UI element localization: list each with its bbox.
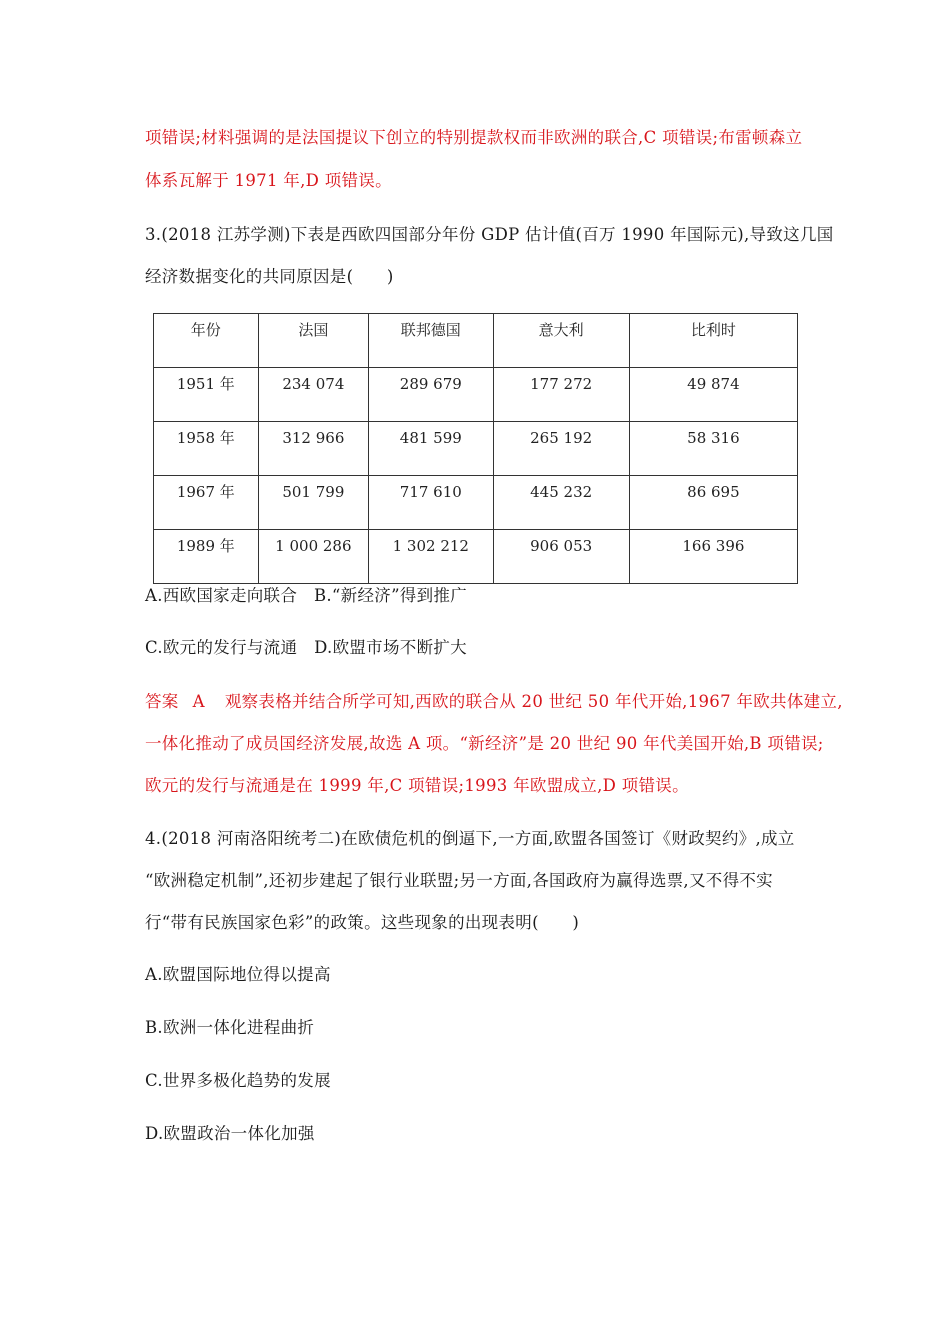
gdp-table — [153, 313, 798, 584]
question-4-stem-line-2: “欧洲稳定机制”,还初步建起了银行业联盟;另一方面,各国政府为赢得选票,又不得不实 — [145, 871, 773, 890]
table-cell: 166 396 — [629, 530, 797, 584]
answer-letter: A — [192, 692, 205, 711]
header-belgium: 比利时 — [629, 314, 797, 368]
prev-answer-line-1: 项错误;材料强调的是法国提议下创立的特别提款权而非欧洲的联合,C 项错误;布雷顿森立 — [145, 128, 803, 147]
question-3-answer-line-3: 欧元的发行与流通是在 1999 年,C 项错误;1993 年欧盟成立,D 项错误。 — [145, 776, 689, 795]
table-row — [154, 422, 798, 476]
table-cell: 86 695 — [629, 476, 797, 530]
table-cell: 1958 年 — [154, 422, 259, 476]
question-4-stem-line-3: 行“带有民族国家色彩”的政策。这些现象的出现表明( ) — [145, 913, 580, 932]
question-3-options-line-2: C.欧元的发行与流通 D.欧盟市场不断扩大 — [145, 638, 467, 657]
table-cell: 234 074 — [258, 368, 369, 422]
answer-label: 答案 — [145, 692, 179, 711]
question-3-stem-line-2: 经济数据变化的共同原因是( ) — [145, 267, 394, 286]
table-cell: 312 966 — [258, 422, 369, 476]
table-cell: 1967 年 — [154, 476, 259, 530]
header-france: 法国 — [258, 314, 369, 368]
table-row — [154, 368, 798, 422]
table-cell: 501 799 — [258, 476, 369, 530]
table-cell: 1 000 286 — [258, 530, 369, 584]
prev-answer-line-2: 体系瓦解于 1971 年,D 项错误。 — [145, 171, 392, 190]
question-3-options-line-1: A.西欧国家走向联合 B.“新经济”得到推广 — [145, 586, 468, 605]
table-row — [154, 530, 798, 584]
question-4-option-d: D.欧盟政治一体化加强 — [145, 1124, 315, 1143]
header-year: 年份 — [154, 314, 259, 368]
table-cell: 1989 年 — [154, 530, 259, 584]
table-cell: 481 599 — [369, 422, 493, 476]
question-4-option-a: A.欧盟国际地位得以提高 — [145, 965, 331, 984]
header-italy: 意大利 — [493, 314, 629, 368]
table-cell: 906 053 — [493, 530, 629, 584]
question-4-stem-line-1: 4.(2018 河南洛阳统考二)在欧债危机的倒逼下,一方面,欧盟各国签订《财政契约》,成立 — [145, 829, 795, 848]
table-cell: 58 316 — [629, 422, 797, 476]
question-3-answer-line-2: 一体化推动了成员国经济发展,故选 A 项。“新经济”是 20 世纪 90 年代美国开始,B 项错误; — [145, 734, 824, 753]
table-cell: 289 679 — [369, 368, 493, 422]
table-header-row — [154, 314, 798, 368]
table-cell: 177 272 — [493, 368, 629, 422]
header-west-germany: 联邦德国 — [369, 314, 493, 368]
question-4-option-c: C.世界多极化趋势的发展 — [145, 1071, 331, 1090]
answer-text: 观察表格并结合所学可知,西欧的联合从 20 世纪 50 年代开始,1967 年欧共体建立, — [224, 692, 843, 711]
table-row — [154, 476, 798, 530]
question-4-option-b: B.欧洲一体化进程曲折 — [145, 1018, 315, 1037]
table-cell: 49 874 — [629, 368, 797, 422]
table-cell: 1951 年 — [154, 368, 259, 422]
table-cell: 717 610 — [369, 476, 493, 530]
table-cell: 1 302 212 — [369, 530, 493, 584]
table-cell: 265 192 — [493, 422, 629, 476]
question-3-answer-line-1 — [145, 692, 843, 712]
question-3-stem-line-1: 3.(2018 江苏学测)下表是西欧四国部分年份 GDP 估计值(百万 1990 年国际元),导致这几国 — [145, 225, 834, 244]
table-cell: 445 232 — [493, 476, 629, 530]
